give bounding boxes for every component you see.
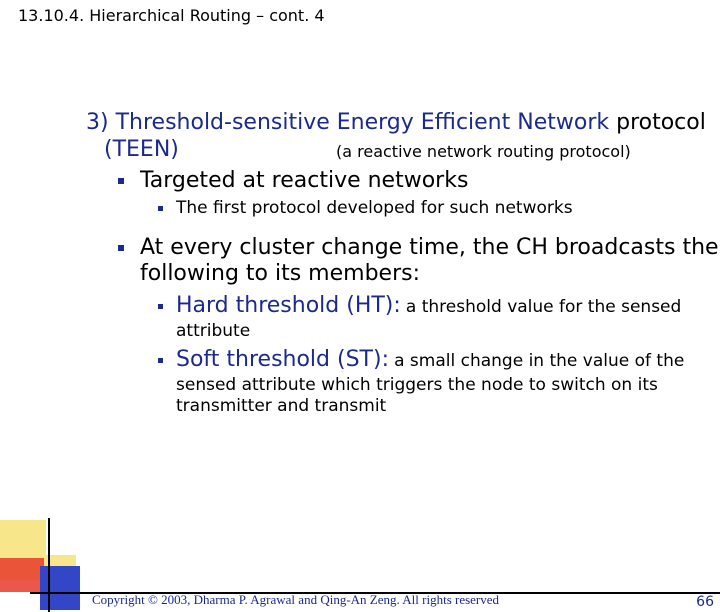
hard-threshold-term: Hard threshold (HT):	[176, 293, 401, 318]
hard-threshold-desc-cont: attribute	[176, 321, 251, 341]
copyright-footer: Copyright © 2003, Dharma P. Agrawal and Qing-An Zeng. All rights reserved	[92, 592, 500, 607]
deco-blue-block	[40, 566, 80, 610]
bullet-2-line1: At every cluster change time, the CH broadcasts the	[140, 235, 719, 260]
bullet-1-text: Targeted at reactive networks	[140, 168, 469, 193]
bullet-2-line2: following to its members:	[140, 261, 420, 286]
page-number: 66	[696, 594, 714, 610]
item3-title-suffix: protocol	[616, 110, 706, 135]
soft-threshold-desc-cont1: sensed attribute which triggers the node to switch on its	[176, 375, 658, 395]
sub-bullet-marker	[158, 358, 163, 363]
soft-threshold-line	[176, 347, 684, 372]
soft-threshold-desc: a small change in the value of the	[394, 351, 685, 371]
item3-heading	[86, 110, 706, 135]
slide-title: 13.10.4. Hierarchical Routing – cont. 4	[18, 6, 325, 25]
hard-threshold-desc: a threshold value for the sensed	[405, 297, 682, 317]
bullet-marker	[118, 178, 124, 184]
item3-title: Threshold-sensitive Energy Efficient Network	[115, 110, 610, 135]
bullet-marker	[118, 245, 124, 251]
soft-threshold-desc-cont2: transmitter and transmit	[176, 396, 387, 416]
item3-number: 3)	[86, 110, 109, 135]
bullet-1-sub-text: The first protocol developed for such networks	[176, 198, 573, 218]
sub-bullet-marker	[158, 304, 163, 309]
deco-red-block	[0, 558, 44, 592]
deco-vertical-line	[48, 518, 50, 612]
hard-threshold-line	[176, 293, 681, 318]
sub-bullet-marker	[158, 206, 163, 211]
soft-threshold-term: Soft threshold (ST):	[176, 347, 389, 372]
item3-note: (a reactive network routing protocol)	[336, 142, 631, 161]
item3-acronym: (TEEN)	[104, 137, 179, 162]
